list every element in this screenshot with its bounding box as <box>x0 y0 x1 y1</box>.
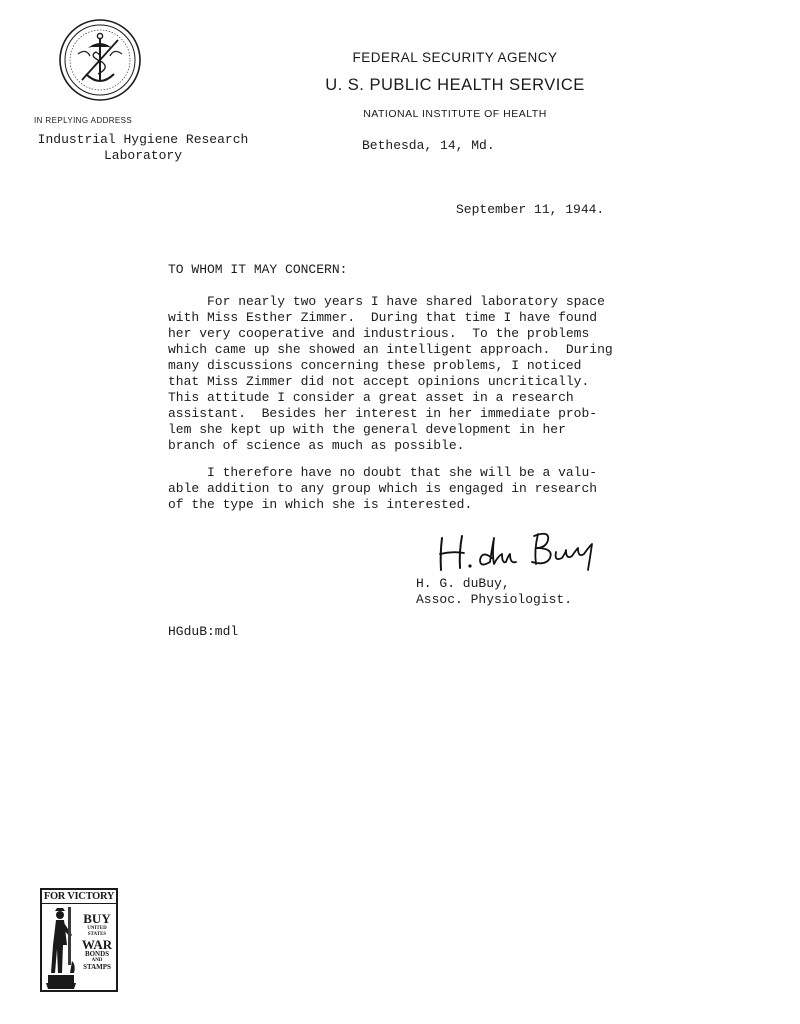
stamp-header: FOR VICTORY <box>43 891 115 902</box>
institute-name: NATIONAL INSTITUTE OF HEALTH <box>363 108 547 120</box>
letter-date: September 11, 1944. <box>456 202 605 217</box>
reply-address-label: IN REPLYING ADDRESS <box>34 116 133 125</box>
service-name: U. S. PUBLIC HEALTH SERVICE <box>325 76 585 94</box>
minuteman-figure-icon <box>44 905 78 990</box>
agency-name: FEDERAL SECURITY AGENCY <box>352 50 558 65</box>
stamp-bonds: BONDS <box>84 950 110 958</box>
stamp-and: AND <box>91 958 103 963</box>
department-name: Industrial Hygiene Research Laboratory <box>37 132 249 163</box>
stamp-united-states: UNITED STATES <box>87 926 107 937</box>
stamp-stamps: STAMPS <box>83 963 111 971</box>
letter-paragraph-1: For nearly two years I have shared laboratory space with Miss Esther Zimmer. During that time I have found her very cooperative and industrious. To the problems which came up she showed an intelligent approach. During many discussions concerning these problems, I noticed that Miss Zimmer did not accept opinions uncritically. This attitude I consider a great asset in a research assistant. Besides her interest in her immediate prob- lem she kept up with the general development in her branch of science as much as possible. <box>168 294 613 453</box>
letter-paragraph-2: I therefore have no doubt that she will be a valu- able addition to any group which is engaged in research of the type in which she is interested. <box>168 465 598 512</box>
reference-initials: HGduB:mdl <box>168 624 239 639</box>
stamp-war: WAR <box>81 937 113 952</box>
office-location: Bethesda, 14, Md. <box>362 138 495 153</box>
salutation: TO WHOM IT MAY CONCERN: <box>168 262 348 277</box>
signer-title: Assoc. Physiologist. <box>416 592 573 607</box>
signer-name: H. G. duBuy, <box>416 576 510 591</box>
handwritten-signature <box>434 524 604 574</box>
war-bonds-stamp <box>40 888 118 992</box>
stamp-buy: BUY <box>83 911 111 926</box>
public-health-service-seal-icon <box>58 18 142 102</box>
